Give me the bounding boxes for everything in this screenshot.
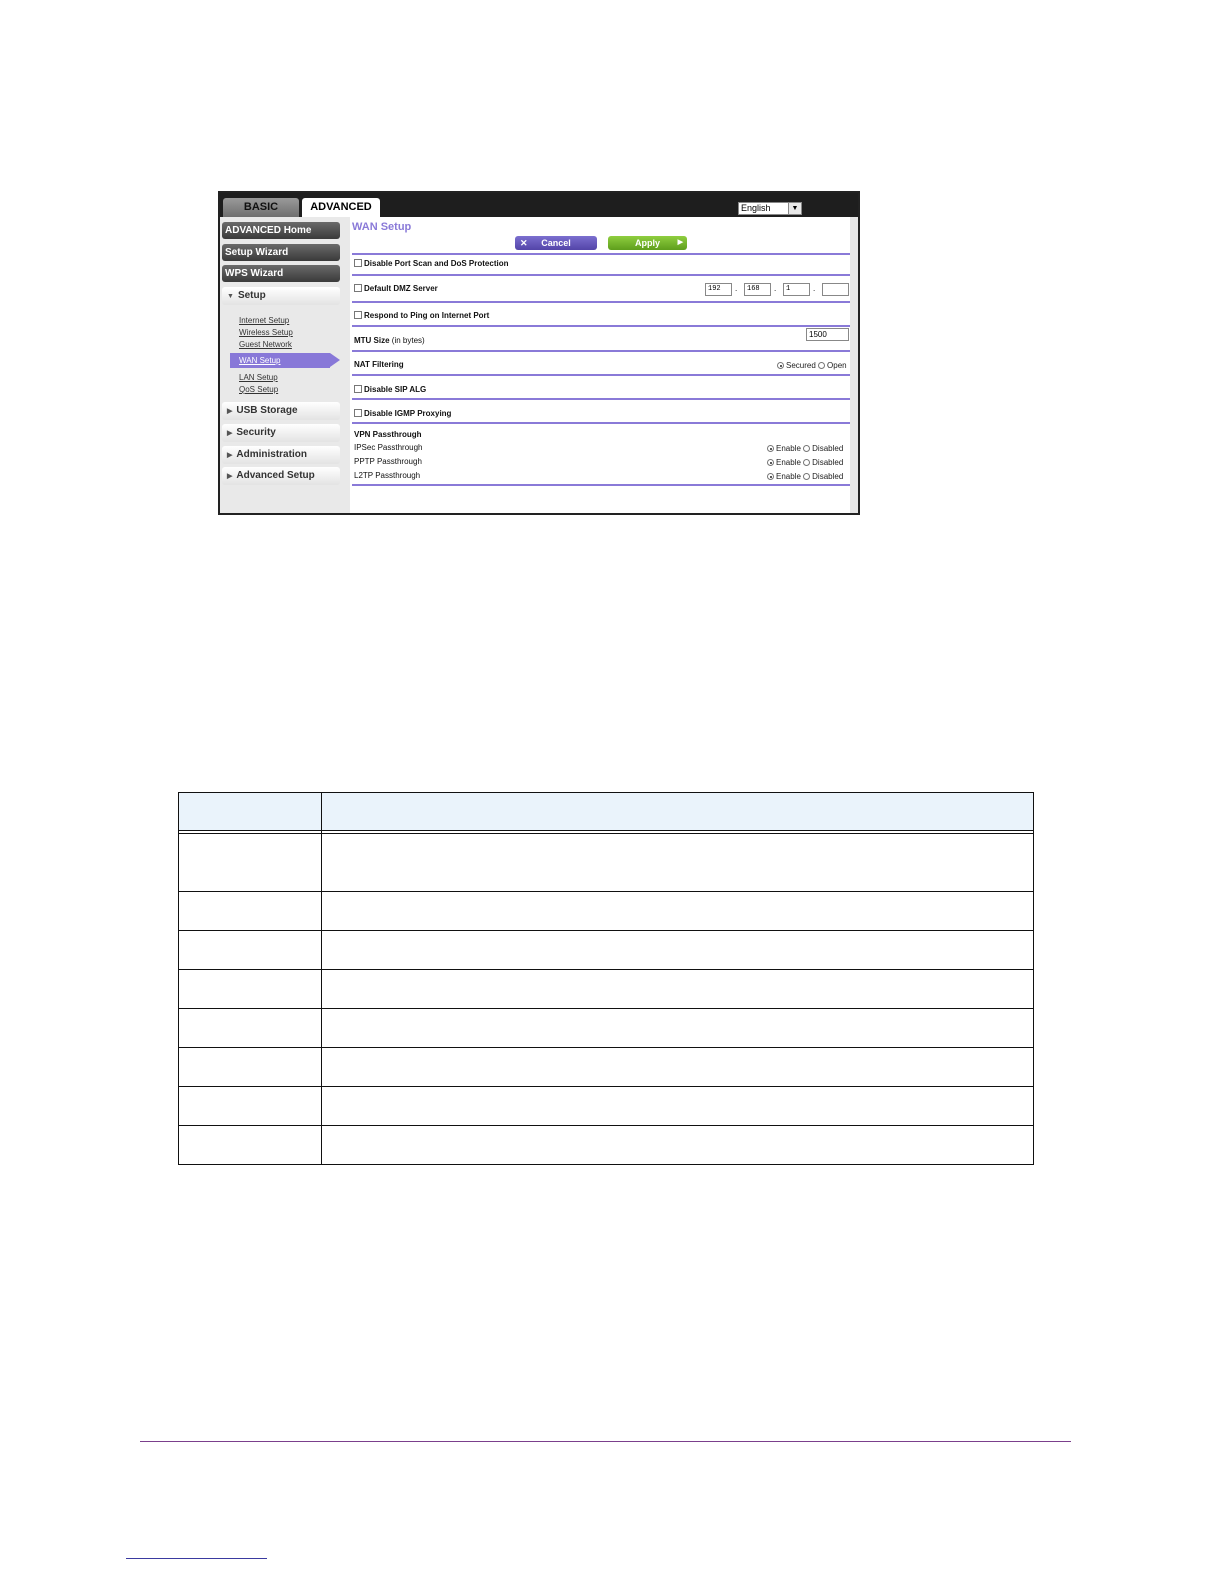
table-cell	[322, 1048, 1034, 1087]
disabled-label: Disabled	[812, 458, 844, 467]
advanced-home-button[interactable]: ADVANCED Home	[222, 222, 340, 239]
pptp-enable-radio[interactable]	[767, 459, 774, 466]
divider	[352, 325, 850, 327]
mtu-label: MTU Size	[354, 336, 390, 345]
sidebar-item-lan-setup[interactable]: LAN Setup	[239, 373, 278, 382]
section-label: USB Storage	[236, 405, 298, 416]
sidebar-section-usb-storage[interactable]	[222, 402, 340, 420]
wps-wizard-button[interactable]: WPS Wizard	[222, 265, 340, 282]
disable-port-scan-row	[354, 259, 508, 268]
table-cell	[322, 892, 1034, 931]
disable-sip-label: Disable SIP ALG	[364, 385, 427, 394]
l2tp-enable-radio[interactable]	[767, 473, 774, 480]
mtu-unit: (in bytes)	[391, 336, 425, 345]
table-row	[179, 1009, 1034, 1048]
table-row	[179, 931, 1034, 970]
table-row	[179, 834, 1034, 892]
default-dmz-row	[354, 284, 438, 293]
disable-igmp-row	[354, 409, 451, 418]
enable-label: Enable	[776, 472, 801, 481]
scrollbar[interactable]	[850, 217, 858, 513]
divider	[352, 484, 850, 486]
ipsec-enable-radio[interactable]	[767, 445, 774, 452]
chevron-down-icon: ▼	[788, 203, 801, 214]
divider	[352, 301, 850, 303]
sidebar-section-advanced-setup[interactable]	[222, 467, 340, 485]
table-cell	[179, 970, 322, 1009]
sidebar-section-administration[interactable]	[222, 446, 340, 464]
table-row	[179, 970, 1034, 1009]
tab-advanced[interactable]: ADVANCED	[302, 198, 380, 217]
language-value: English	[741, 203, 771, 213]
table-cell	[179, 1048, 322, 1087]
divider	[352, 350, 850, 352]
vpn-title: VPN Passthrough	[354, 430, 422, 439]
disable-sip-row	[354, 385, 426, 394]
dmz-ip-octet-3[interactable]: 1	[783, 283, 810, 296]
pptp-disabled-radio[interactable]	[803, 459, 810, 466]
disabled-label: Disabled	[812, 444, 844, 453]
ipsec-radio-group	[767, 444, 843, 453]
ip-dot: .	[735, 284, 738, 293]
sidebar-item-wireless-setup[interactable]: Wireless Setup	[239, 328, 293, 337]
table-cell	[179, 1087, 322, 1126]
divider	[352, 274, 850, 276]
nat-open-radio[interactable]	[818, 362, 825, 369]
table-cell	[179, 1126, 322, 1165]
settings-table	[178, 792, 1034, 1165]
dmz-ip-octet-4[interactable]	[822, 283, 849, 296]
respond-ping-checkbox[interactable]	[354, 311, 362, 319]
triangle-right-icon: ▶	[227, 473, 233, 480]
triangle-right-icon: ▶	[227, 430, 233, 437]
table-row	[179, 1126, 1034, 1165]
wan-setup-screenshot	[218, 191, 860, 515]
table-header-cell	[179, 793, 322, 831]
table-cell	[179, 1009, 322, 1048]
section-label: Administration	[236, 449, 307, 460]
mtu-row	[354, 336, 425, 345]
tab-basic[interactable]: BASIC	[223, 198, 299, 217]
default-dmz-checkbox[interactable]	[354, 284, 362, 292]
nat-open-label: Open	[827, 361, 847, 370]
table-cell	[179, 892, 322, 931]
disable-sip-checkbox[interactable]	[354, 385, 362, 393]
sidebar-item-guest-network[interactable]: Guest Network	[239, 340, 292, 349]
pptp-radio-group	[767, 458, 843, 467]
disable-igmp-label: Disable IGMP Proxying	[364, 409, 452, 418]
disable-port-scan-checkbox[interactable]	[354, 259, 362, 267]
triangle-right-icon: ▶	[227, 408, 233, 415]
language-select[interactable]	[738, 202, 802, 215]
table-cell	[322, 970, 1034, 1009]
close-icon: ✕	[520, 238, 528, 248]
triangle-right-icon: ▶	[227, 452, 233, 459]
main-panel	[350, 217, 850, 513]
vpn-l2tp-label: L2TP Passthrough	[354, 471, 421, 480]
setup-wizard-button[interactable]: Setup Wizard	[222, 244, 340, 261]
divider	[352, 422, 850, 424]
table-header-row	[179, 793, 1034, 831]
sidebar-item-qos-setup[interactable]: QoS Setup	[239, 385, 279, 394]
table-cell	[179, 931, 322, 970]
disable-igmp-checkbox[interactable]	[354, 409, 362, 417]
ipsec-disabled-radio[interactable]	[803, 445, 810, 452]
apply-label: Apply	[634, 238, 660, 248]
respond-ping-label: Respond to Ping on Internet Port	[364, 311, 490, 320]
nat-filtering-label: NAT Filtering	[354, 360, 404, 369]
top-bar	[220, 193, 858, 217]
table-cell	[322, 1087, 1034, 1126]
disable-port-scan-label: Disable Port Scan and DoS Protection	[364, 259, 509, 268]
l2tp-radio-group	[767, 472, 843, 481]
sidebar-item-internet-setup[interactable]: Internet Setup	[239, 316, 290, 325]
ip-dot: .	[813, 284, 816, 293]
sidebar-item-wan-setup[interactable]: WAN Setup	[230, 353, 330, 368]
table-header-cell	[322, 793, 1034, 831]
footer-link-underline	[126, 1558, 267, 1559]
divider	[352, 398, 850, 400]
sidebar-section-security[interactable]	[222, 424, 340, 442]
arrow-right-icon: ▶	[677, 239, 683, 246]
mtu-input[interactable]: 1500	[806, 328, 849, 341]
divider	[352, 253, 850, 255]
table-row	[179, 1087, 1034, 1126]
nat-secured-radio[interactable]	[777, 362, 784, 369]
vpn-ipsec-label: IPSec Passthrough	[354, 443, 423, 452]
cancel-button[interactable]	[515, 236, 597, 250]
enable-label: Enable	[776, 444, 801, 453]
section-label: Setup	[237, 290, 266, 301]
table-cell	[322, 931, 1034, 970]
dmz-ip-octet-2[interactable]: 168	[744, 283, 771, 296]
apply-button[interactable]	[608, 236, 687, 250]
table-cell	[179, 834, 322, 892]
nat-secured-label: Secured	[786, 361, 816, 370]
table-cell	[322, 834, 1034, 892]
sidebar-section-setup[interactable]	[222, 287, 340, 305]
table-row	[179, 1048, 1034, 1087]
cancel-label: Cancel	[541, 238, 571, 248]
enable-label: Enable	[776, 458, 801, 467]
ip-dot: .	[774, 284, 777, 293]
section-label: Security	[236, 427, 276, 438]
table-row	[179, 892, 1034, 931]
default-dmz-label: Default DMZ Server	[364, 284, 438, 293]
disabled-label: Disabled	[812, 472, 844, 481]
l2tp-disabled-radio[interactable]	[803, 473, 810, 480]
sidebar	[220, 217, 350, 513]
table-cell	[322, 1009, 1034, 1048]
page-title: WAN Setup	[352, 221, 412, 233]
respond-ping-row	[354, 311, 489, 320]
triangle-down-icon: ▼	[227, 293, 234, 300]
dmz-ip-octet-1[interactable]: 192	[705, 283, 732, 296]
nat-radio-group	[777, 361, 847, 370]
section-label: Advanced Setup	[236, 470, 315, 481]
table-cell	[322, 1126, 1034, 1165]
vpn-pptp-label: PPTP Passthrough	[354, 457, 422, 466]
divider	[352, 374, 850, 376]
footer-rule	[140, 1441, 1071, 1442]
